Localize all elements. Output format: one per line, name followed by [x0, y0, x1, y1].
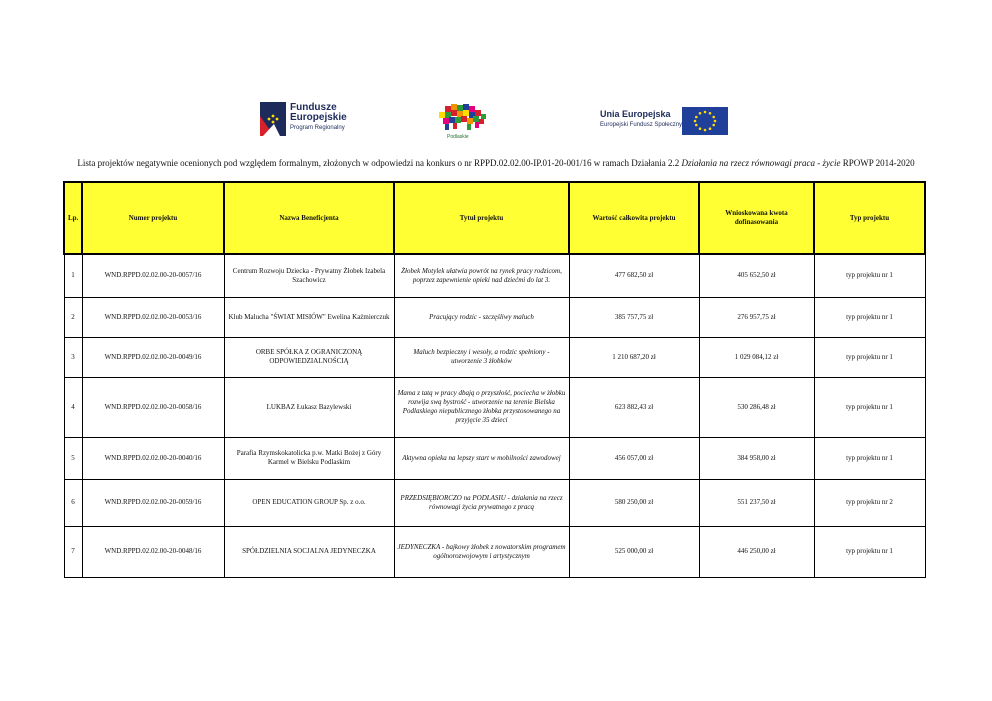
heading-part2: RPOWP 2014-2020	[840, 158, 915, 168]
cell-typ: typ projektu nr 1	[814, 377, 925, 437]
cell-beneficjent: Klub Malucha "ŚWIAT MISIÓW" Ewelina Kaźmierczuk	[224, 297, 394, 337]
cell-kwota: 405 652,50 zł	[699, 254, 814, 297]
cell-typ: typ projektu nr 1	[814, 297, 925, 337]
podlaskie-logo	[435, 102, 505, 142]
cell-wartosc: 1 210 687,20 zł	[569, 337, 699, 377]
cell-wartosc: 456 057,00 zł	[569, 437, 699, 479]
cell-typ: typ projektu nr 1	[814, 437, 925, 479]
cell-numer: WND.RPPD.02.02.00-20-0053/16	[82, 297, 224, 337]
cell-kwota: 1 029 084,12 zł	[699, 337, 814, 377]
logo-strip	[240, 80, 740, 140]
cell-beneficjent: LUKBAZ Łukasz Bazylewski	[224, 377, 394, 437]
cell-kwota: 551 237,50 zł	[699, 479, 814, 526]
cell-lp: 2	[64, 297, 82, 337]
cell-kwota: 446 250,00 zł	[699, 526, 814, 577]
col-header-wartosc: Wartość całkowita projektu	[569, 182, 699, 254]
table-row	[64, 479, 925, 526]
col-header-numer: Numer projektu	[82, 182, 224, 254]
cell-tytul: Maluch bezpieczny i wesoły, a rodzic spełniony - utworzenie 3 żłobków	[394, 337, 569, 377]
cell-wartosc: 477 682,50 zł	[569, 254, 699, 297]
fe-line1: Fundusze	[290, 102, 337, 113]
cell-lp: 7	[64, 526, 82, 577]
cell-typ: typ projektu nr 1	[814, 526, 925, 577]
table-header-row	[64, 182, 925, 254]
fe-line2: Europejskie	[290, 112, 347, 123]
cell-beneficjent: Centrum Rozwoju Dziecka - Prywatny Żłobek Izabela Szachowicz	[224, 254, 394, 297]
cell-tytul: PRZEDSIĘBIORCZO na PODLASIU - działania na rzecz równowagi życia prywatnego z pracą	[394, 479, 569, 526]
cell-lp: 6	[64, 479, 82, 526]
cell-typ: typ projektu nr 1	[814, 337, 925, 377]
cell-lp: 3	[64, 337, 82, 377]
cell-wartosc: 385 757,75 zł	[569, 297, 699, 337]
cell-beneficjent: OPEN EDUCATION GROUP Sp. z o.o.	[224, 479, 394, 526]
cell-lp: 5	[64, 437, 82, 479]
cell-tytul: Żłobek Motylek ułatwia powrót na rynek pracy rodzicom, poprzez zapewnienie opieki nad dziećmi do lat 3.	[394, 254, 569, 297]
cell-tytul: Pracujący rodzic - szczęśliwy maluch	[394, 297, 569, 337]
cell-beneficjent: ORBE SPÓŁKA Z OGRANICZONĄ ODPOWIEDZIALNOŚCIĄ	[224, 337, 394, 377]
col-header-lp: Lp.	[64, 182, 82, 254]
cell-lp: 4	[64, 377, 82, 437]
cell-kwota: 276 957,75 zł	[699, 297, 814, 337]
fe-line3: Program Regionalny	[290, 125, 345, 131]
fe-flag-icon	[260, 102, 286, 136]
cell-numer: WND.RPPD.02.02.00-20-0049/16	[82, 337, 224, 377]
cell-numer: WND.RPPD.02.02.00-20-0048/16	[82, 526, 224, 577]
heading-italic: Działania na rzecz równowagi praca - życie	[681, 158, 841, 168]
cell-numer: WND.RPPD.02.02.00-20-0040/16	[82, 437, 224, 479]
cell-typ: typ projektu nr 2	[814, 479, 925, 526]
projects-table	[63, 181, 926, 578]
document-heading	[60, 158, 932, 169]
cell-tytul: Aktywna opieka na lepszy start w mobilności zawodowej	[394, 437, 569, 479]
table-row	[64, 297, 925, 337]
cell-beneficjent: Parafia Rzymskokatolicka p.w. Matki Bożej z Góry Karmel w Bielsku Podlaskim	[224, 437, 394, 479]
unia-europejska-logo	[600, 107, 730, 135]
table-row	[64, 337, 925, 377]
cell-kwota: 530 286,48 zł	[699, 377, 814, 437]
cell-tytul: Mama z tatą w pracy dbają o przyszłość, pociecha w żłobku rozwija swą bystrość - utworzenie na terenie Bielska Podlaskiego niepublicznego żłobka przystosowanego na przyjęcie 35 dzieci	[394, 377, 569, 437]
fundusze-europejskie-logo	[260, 102, 410, 138]
cell-lp: 1	[64, 254, 82, 297]
col-header-tytul: Tytuł projektu	[394, 182, 569, 254]
cell-tytul: JEDYNECZKA - bajkowy żłobek z nowatorskim programem ogólnorozwojowym i artystycznym	[394, 526, 569, 577]
col-header-beneficjent: Nazwa Beneficjenta	[224, 182, 394, 254]
ue-line2: Europejski Fundusz Społeczny	[600, 122, 683, 128]
eu-flag-icon	[682, 107, 728, 135]
cell-wartosc: 580 250,00 zł	[569, 479, 699, 526]
bison-mosaic-icon	[435, 102, 491, 134]
table-row	[64, 526, 925, 577]
cell-numer: WND.RPPD.02.02.00-20-0059/16	[82, 479, 224, 526]
cell-numer: WND.RPPD.02.02.00-20-0057/16	[82, 254, 224, 297]
col-header-typ: Typ projektu	[814, 182, 925, 254]
cell-beneficjent: SPÓŁDZIELNIA SOCJALNA JEDYNECZKA	[224, 526, 394, 577]
table-row	[64, 377, 925, 437]
cell-numer: WND.RPPD.02.02.00-20-0058/16	[82, 377, 224, 437]
podlaskie-label: Podlaskie	[447, 134, 469, 140]
cell-wartosc: 525 000,00 zł	[569, 526, 699, 577]
table-row	[64, 254, 925, 297]
col-header-kwota: Wnioskowana kwota dofinasowania	[699, 182, 814, 254]
table-row	[64, 437, 925, 479]
cell-kwota: 384 958,00 zł	[699, 437, 814, 479]
cell-wartosc: 623 882,43 zł	[569, 377, 699, 437]
cell-typ: typ projektu nr 1	[814, 254, 925, 297]
heading-part1: Lista projektów negatywnie ocenionych pod względem formalnym, złożonych w odpowiedzi na konkurs o nr RPPD.02.02.00-IP.01-20-001/16 w ramach Działania 2.2	[77, 158, 682, 168]
ue-line1: Unia Europejska	[600, 109, 671, 119]
